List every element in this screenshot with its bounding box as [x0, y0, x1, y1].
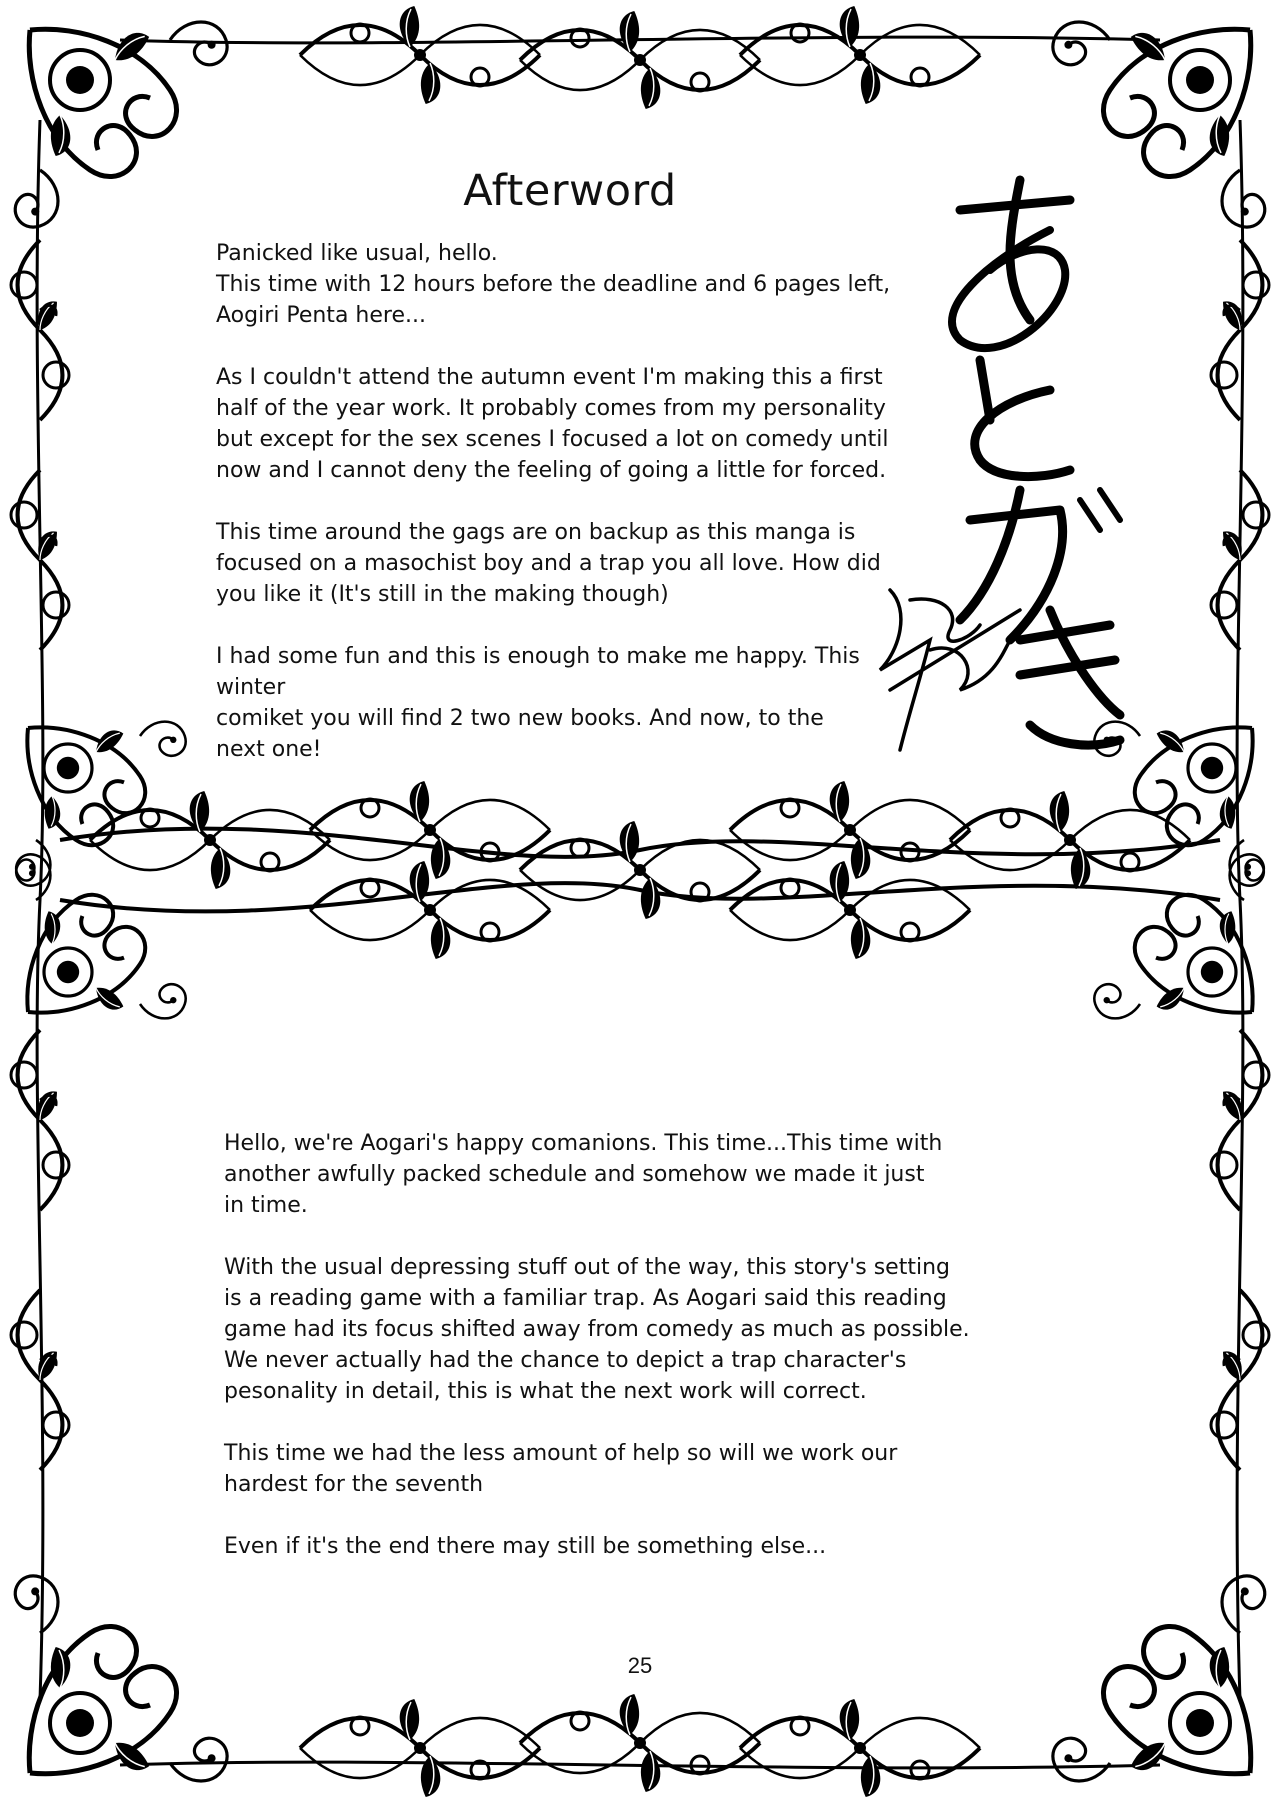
page-number: 25: [627, 1653, 653, 1678]
paragraph: Hello, we're Aogari's happy comanions. This time...This time with another awfully packed schedule and somehow we made it just in time.: [224, 1131, 943, 1218]
paragraph: Even if it's the end there may still be something else...: [224, 1534, 827, 1559]
paragraph: I had some fun and this is enough to make me happy. This winter comiket you will find 2 two new books. And now, to the next one!: [216, 644, 860, 762]
paragraph: With the usual depressing stuff out of the way, this story's setting is a reading game with a familiar trap. As Aogari said this reading game had its focus shifted away from comedy as much as possible. We never actually had the chance to depict a trap character's pesonality in detail, this is what the next work will correct.: [224, 1255, 970, 1404]
paragraph: This time we had the less amount of help so will we work our hardest for the seventh: [224, 1441, 898, 1497]
paragraph: This time around the gags are on backup as this manga is focused on a masochist boy and a trap you all love. How did you like it (It's still in the making though): [216, 520, 881, 607]
paragraph: As I couldn't attend the autumn event I'm making this a first half of the year work. It probably comes from my personality but except for the sex scenes I focused a lot on comedy until now and I cannot deny the feeling of going a little for forced.: [216, 365, 889, 483]
page-title: Afterword: [463, 166, 677, 216]
companions-note-text: [224, 1128, 984, 1562]
paragraph: Panicked like usual, hello. This time with 12 hours before the deadline and 6 pages left, Aogiri Penta here...: [216, 241, 891, 328]
author-afterword-text: [216, 238, 916, 765]
